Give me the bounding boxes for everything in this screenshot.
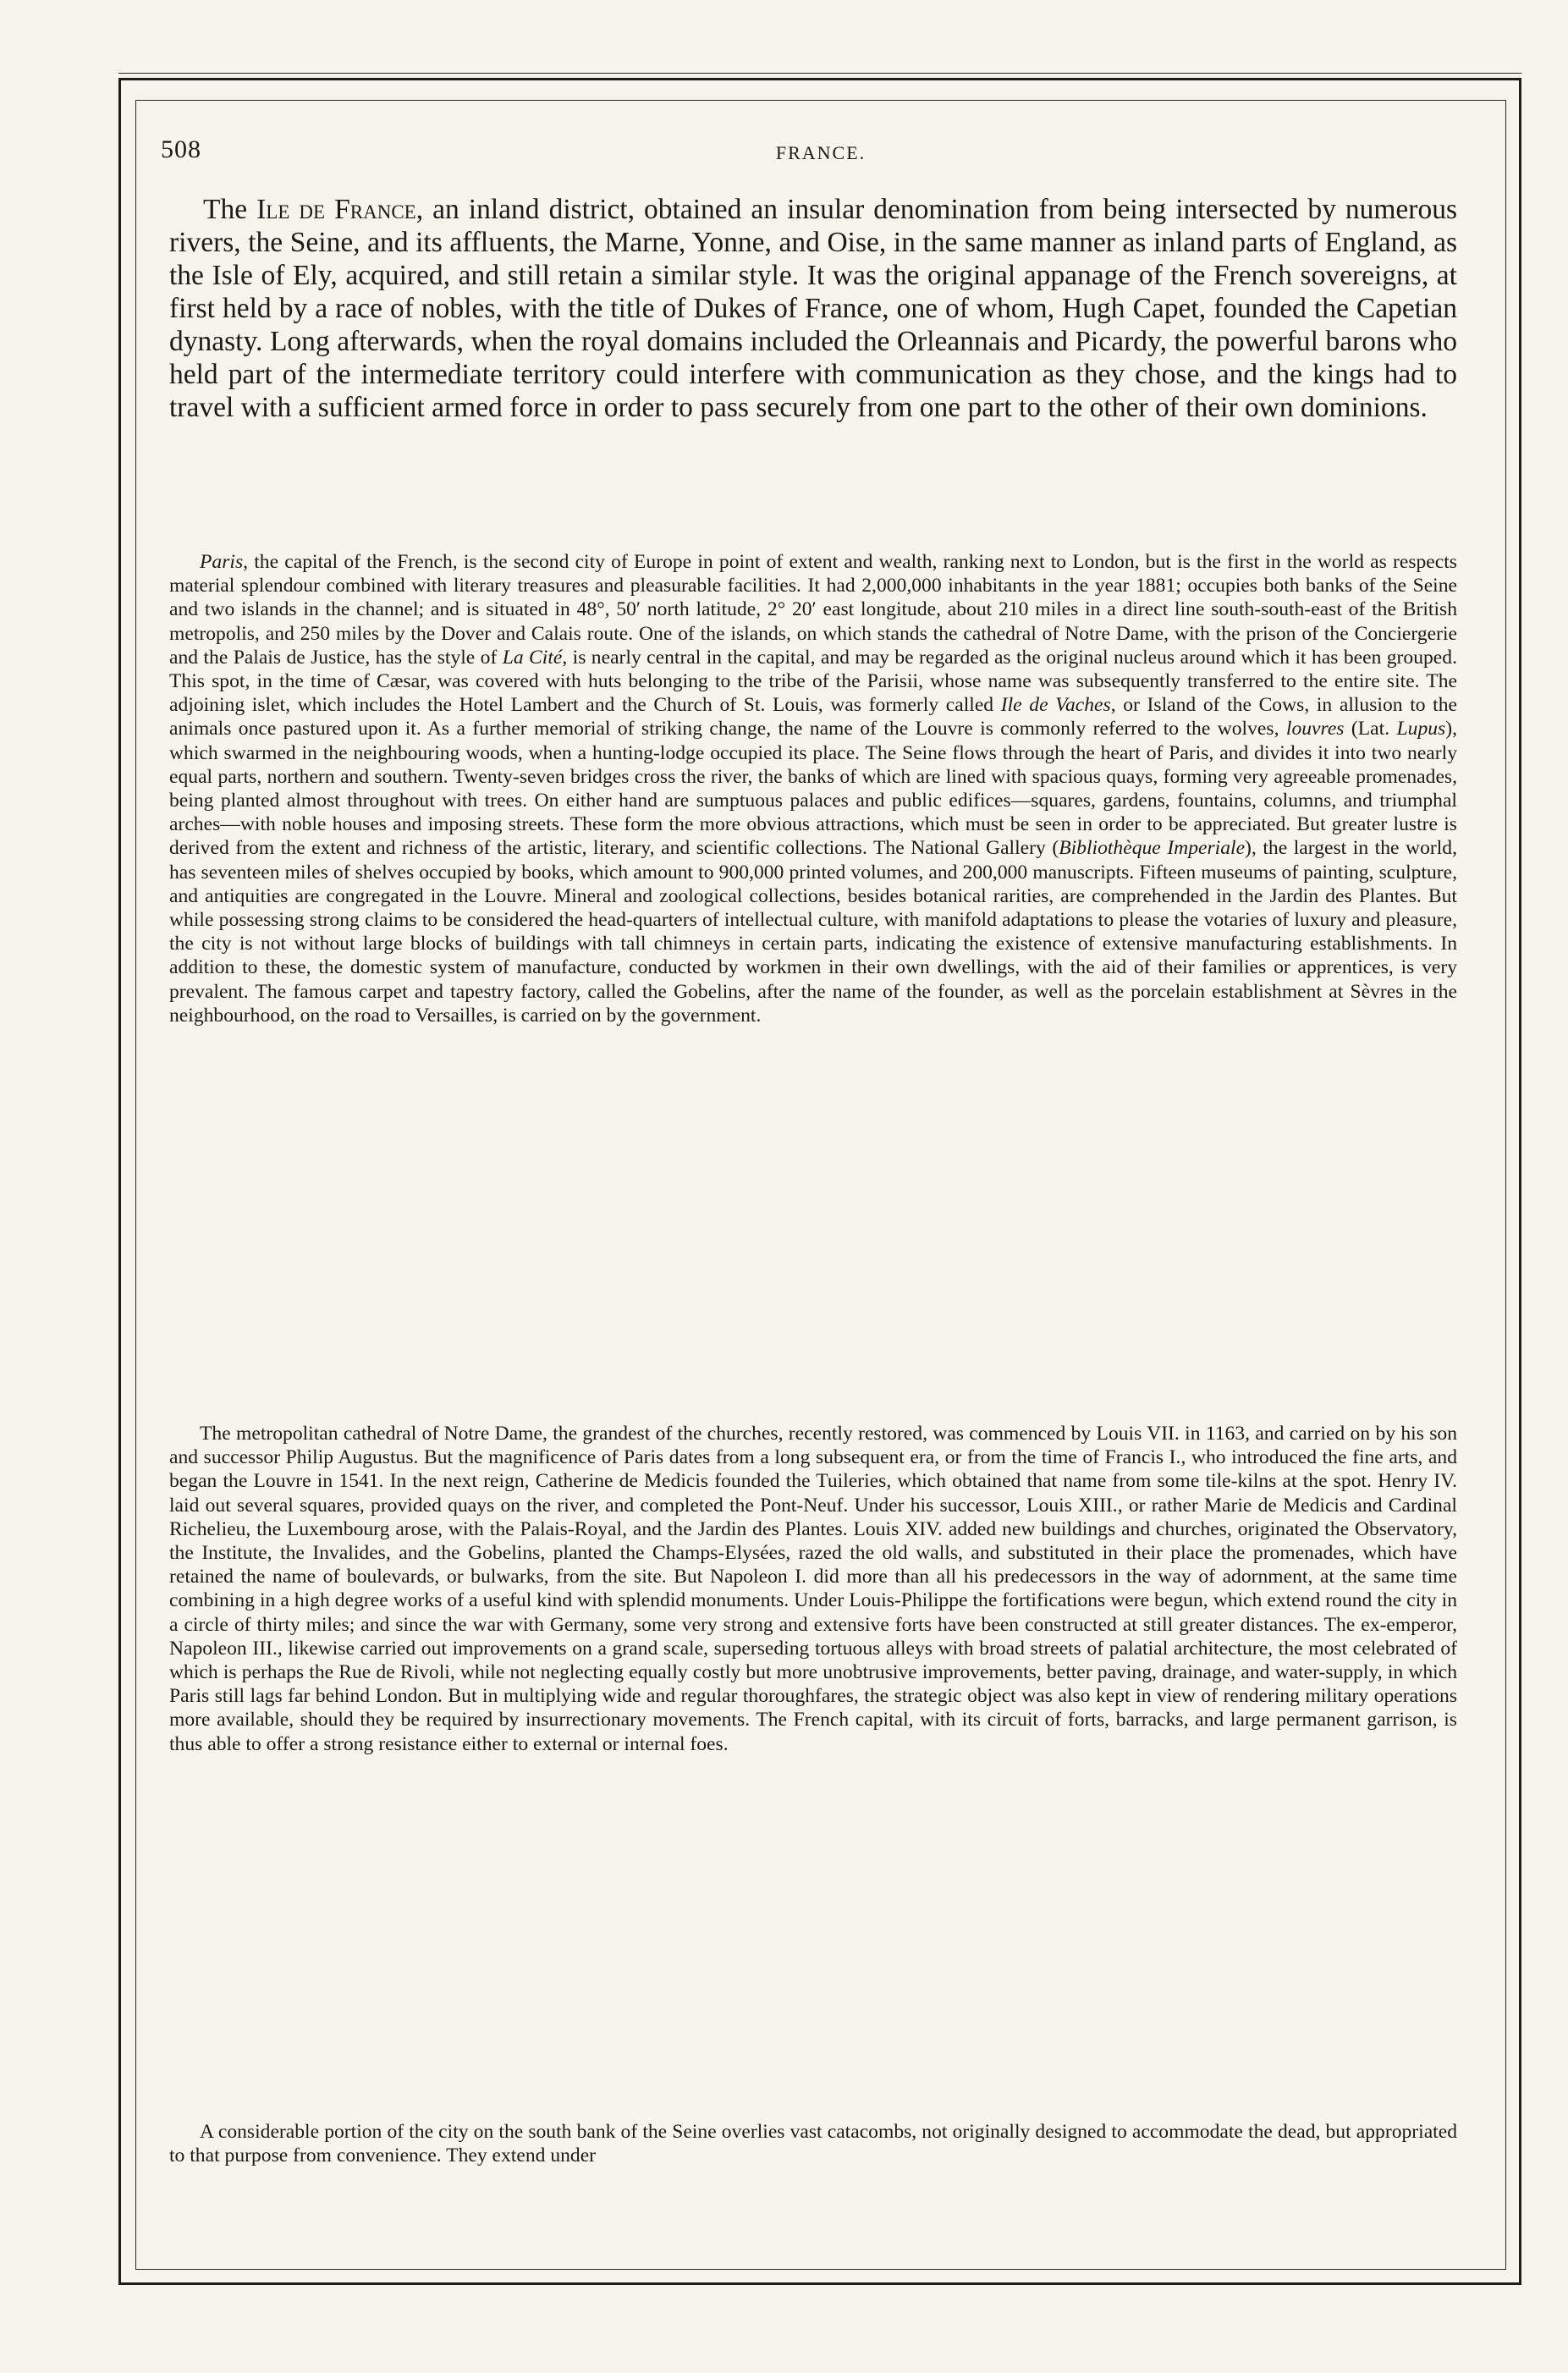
p1-text-5: ), which swarmed in the neighbouring woods, when a hunting-lodge occupied its place. The Seine flows through the heart of Paris, and divides it into two nearly equal parts, northern and southern. Twenty-seven bridges cross the river, the banks of which are lined with spacious quays, forming very agreeable promenades, being planted almost throughout with trees. On either hand are sumptuous palaces and public edifices—squares, gardens, fountains, columns, and triumphal arches—with noble houses and imposing streets. These form the more obvious attractions, which must be seen in order to be appreciated. But greater lustre is derived from the extent and richness of the artistic, literary, and scientific collections. The National Gallery ( [169,718,1457,860]
lead-the: The [203,194,257,225]
paragraph-catacombs: A considerable portion of the city on the south bank of the Seine overlies vast catacombs, not originally designed to accommodate the dead, but appropriated to that purpose from convenience. They extend under [169,2121,1457,2167]
term-lupus: Lupus [1396,718,1446,741]
term-louvres: louvres [1285,718,1345,741]
lead-text: , an inland district, obtained an insular denomination from being intersected by numerous rivers, the Seine, and its affluents, the Marne, Yonne, and Oise, in the same manner as inland parts of England, as the Isle of Ely, acquired, and still retain a similar style. It was the original appanage of the French sovereigns, at first held by a race of nobles, with the title of Dukes of France, one of whom, Hugh Capet, founded the Capetian dynasty. Long afterwards, when the royal domains included the Orleannais and Picardy, the powerful barons who held part of the intermediate territory could interfere with communication as they chose, and the kings had to travel with a sufficient armed force in order to pass securely from one part to the other of their own dominions. [169,194,1457,423]
page-top-rule [118,73,1521,74]
term-bibliotheque: Bibliothèque Imperiale [1059,837,1246,860]
term-ile-de-vaches: Ile de Vaches [1000,694,1111,717]
page-border-inner [135,100,1506,2270]
lead-paragraph [169,193,1457,424]
term-paris: Paris [200,551,244,573]
p1-text-4: (Lat. [1344,718,1397,741]
lead-term-ile-de-france: Ile de France [256,194,416,225]
term-la-cite: La Cité [502,646,563,669]
running-head: FRANCE. [775,142,867,163]
p1-text-1: , the capital of the French, is the second city of Europe in point of extent and wealth, ranking next to London, but is the first in the world as respects material splendour combined with literary treasures and pleasurable facilities. It had 2,000,000 inhabitants in the year 1881; occupies both banks of the Seine and two islands in the channel; and is situated in 48°, 50′ north latitude, 2° 20′ east longitude, about 210 miles in a direct line south-south-east of the British metropolis, and 250 miles by the Dover and Calais route. One of the islands, on which stands the cathedral of Notre Dame, with the prison of the Conciergerie and the Palais de Justice, has the style of [169,551,1457,669]
p1-text-2: , is nearly central in the capital, and may be regarded as the original nucleus around which it has been grouped. This spot, in the time of Cæsar, was covered with huts belonging to the tribe of the Parisii, whose name was subsequently transferred to the entire site. The adjoining islet, which includes the Hotel Lambert and the Church of St. Louis, was formerly called [169,646,1457,717]
page-header [161,135,1481,178]
p1-text-3: , or Island of the Cows, in allusion to the animals once pastured upon it. As a further memorial of striking change, the name of the Louvre is commonly referred to the wolves, [169,694,1458,741]
page-number: 508 [161,135,201,163]
paragraph-notre-dame: The metropolitan cathedral of Notre Dame, the grandest of the churches, recently restored, was commenced by Louis VII. in 1163, and carried on by his son and successor Philip Augustus. But the magnificence of Paris dates from a long subsequent era, or from the time of Francis I., who introduced the fine arts, and began the Louvre in 1541. In the next reign, Catherine de Medicis founded the Tuileries, which obtained that name from some tile-kilns at the spot. Henry IV. laid out several squares, provided quays on the river, and completed the Pont-Neuf. Under his successor, Louis XIII., or rather Marie de Medicis and Cardinal Richelieu, the Luxembourg arose, with the Palais-Royal, and the Jardin des Plantes. Louis XIV. added new buildings and churches, originated the Observatory, the Institute, the Invalides, and the Gobelins, planted the Champs-Elysées, razed the old walls, and substituted in their place the promenades, which have retained the name of boulevards, or bulwarks, from the site. But Napoleon I. did more than all his predecessors in the way of adornment, at the same time combining in a high degree works of a useful kind with splendid monuments. Under Louis-Philippe the fortifications were begun, which extend round the city in a circle of thirty miles; and since the war with Germany, some very strong and extensive forts have been constructed at still greater distances. The ex-emperor, Napoleon III., likewise carried out improvements on a grand scale, superseding tortuous alleys with broad streets of palatial architecture, the most celebrated of which is perhaps the Rue de Rivoli, while not neglecting equally costly but more unobtrusive improvements, better paving, drainage, and water-supply, in which Paris still lags far behind London. But in multiplying wide and regular thoroughfares, the strategic object was also kept in view of rendering military operations more available, should they be required by insurrectionary movements. The French capital, with its circuit of forts, barracks, and large permanent garrison, is thus able to offer a strong resistance either to external or internal foes. [169,1423,1457,1755]
p1-text-6: ), the largest in the world, has seventeen miles of shelves occupied by books, which amount to 900,000 printed volumes, and 200,000 manuscripts. Fifteen museums of painting, sculpture, and antiquities are congregated in the Louvre. Mineral and zoological collections, besides botanical rarities, are comprehended in the Jardin des Plantes. But while possessing strong claims to be considered the head-quarters of intellectual culture, with manifold adaptations to please the votaries of luxury and pleasure, the city is not without large blocks of buildings with tall chimneys in certain parts, indicating the existence of extensive manufacturing establishments. In addition to these, the domestic system of manufacture, conducted by workmen in their own dwellings, with the aid of their families or apprentices, is very prevalent. The famous carpet and tapestry factory, called the Gobelins, after the name of the founder, as well as the porcelain establishment at Sèvres in the neighbourhood, on the road to Versailles, is carried on by the government. [169,837,1457,1027]
paragraph-paris [169,550,1457,1027]
